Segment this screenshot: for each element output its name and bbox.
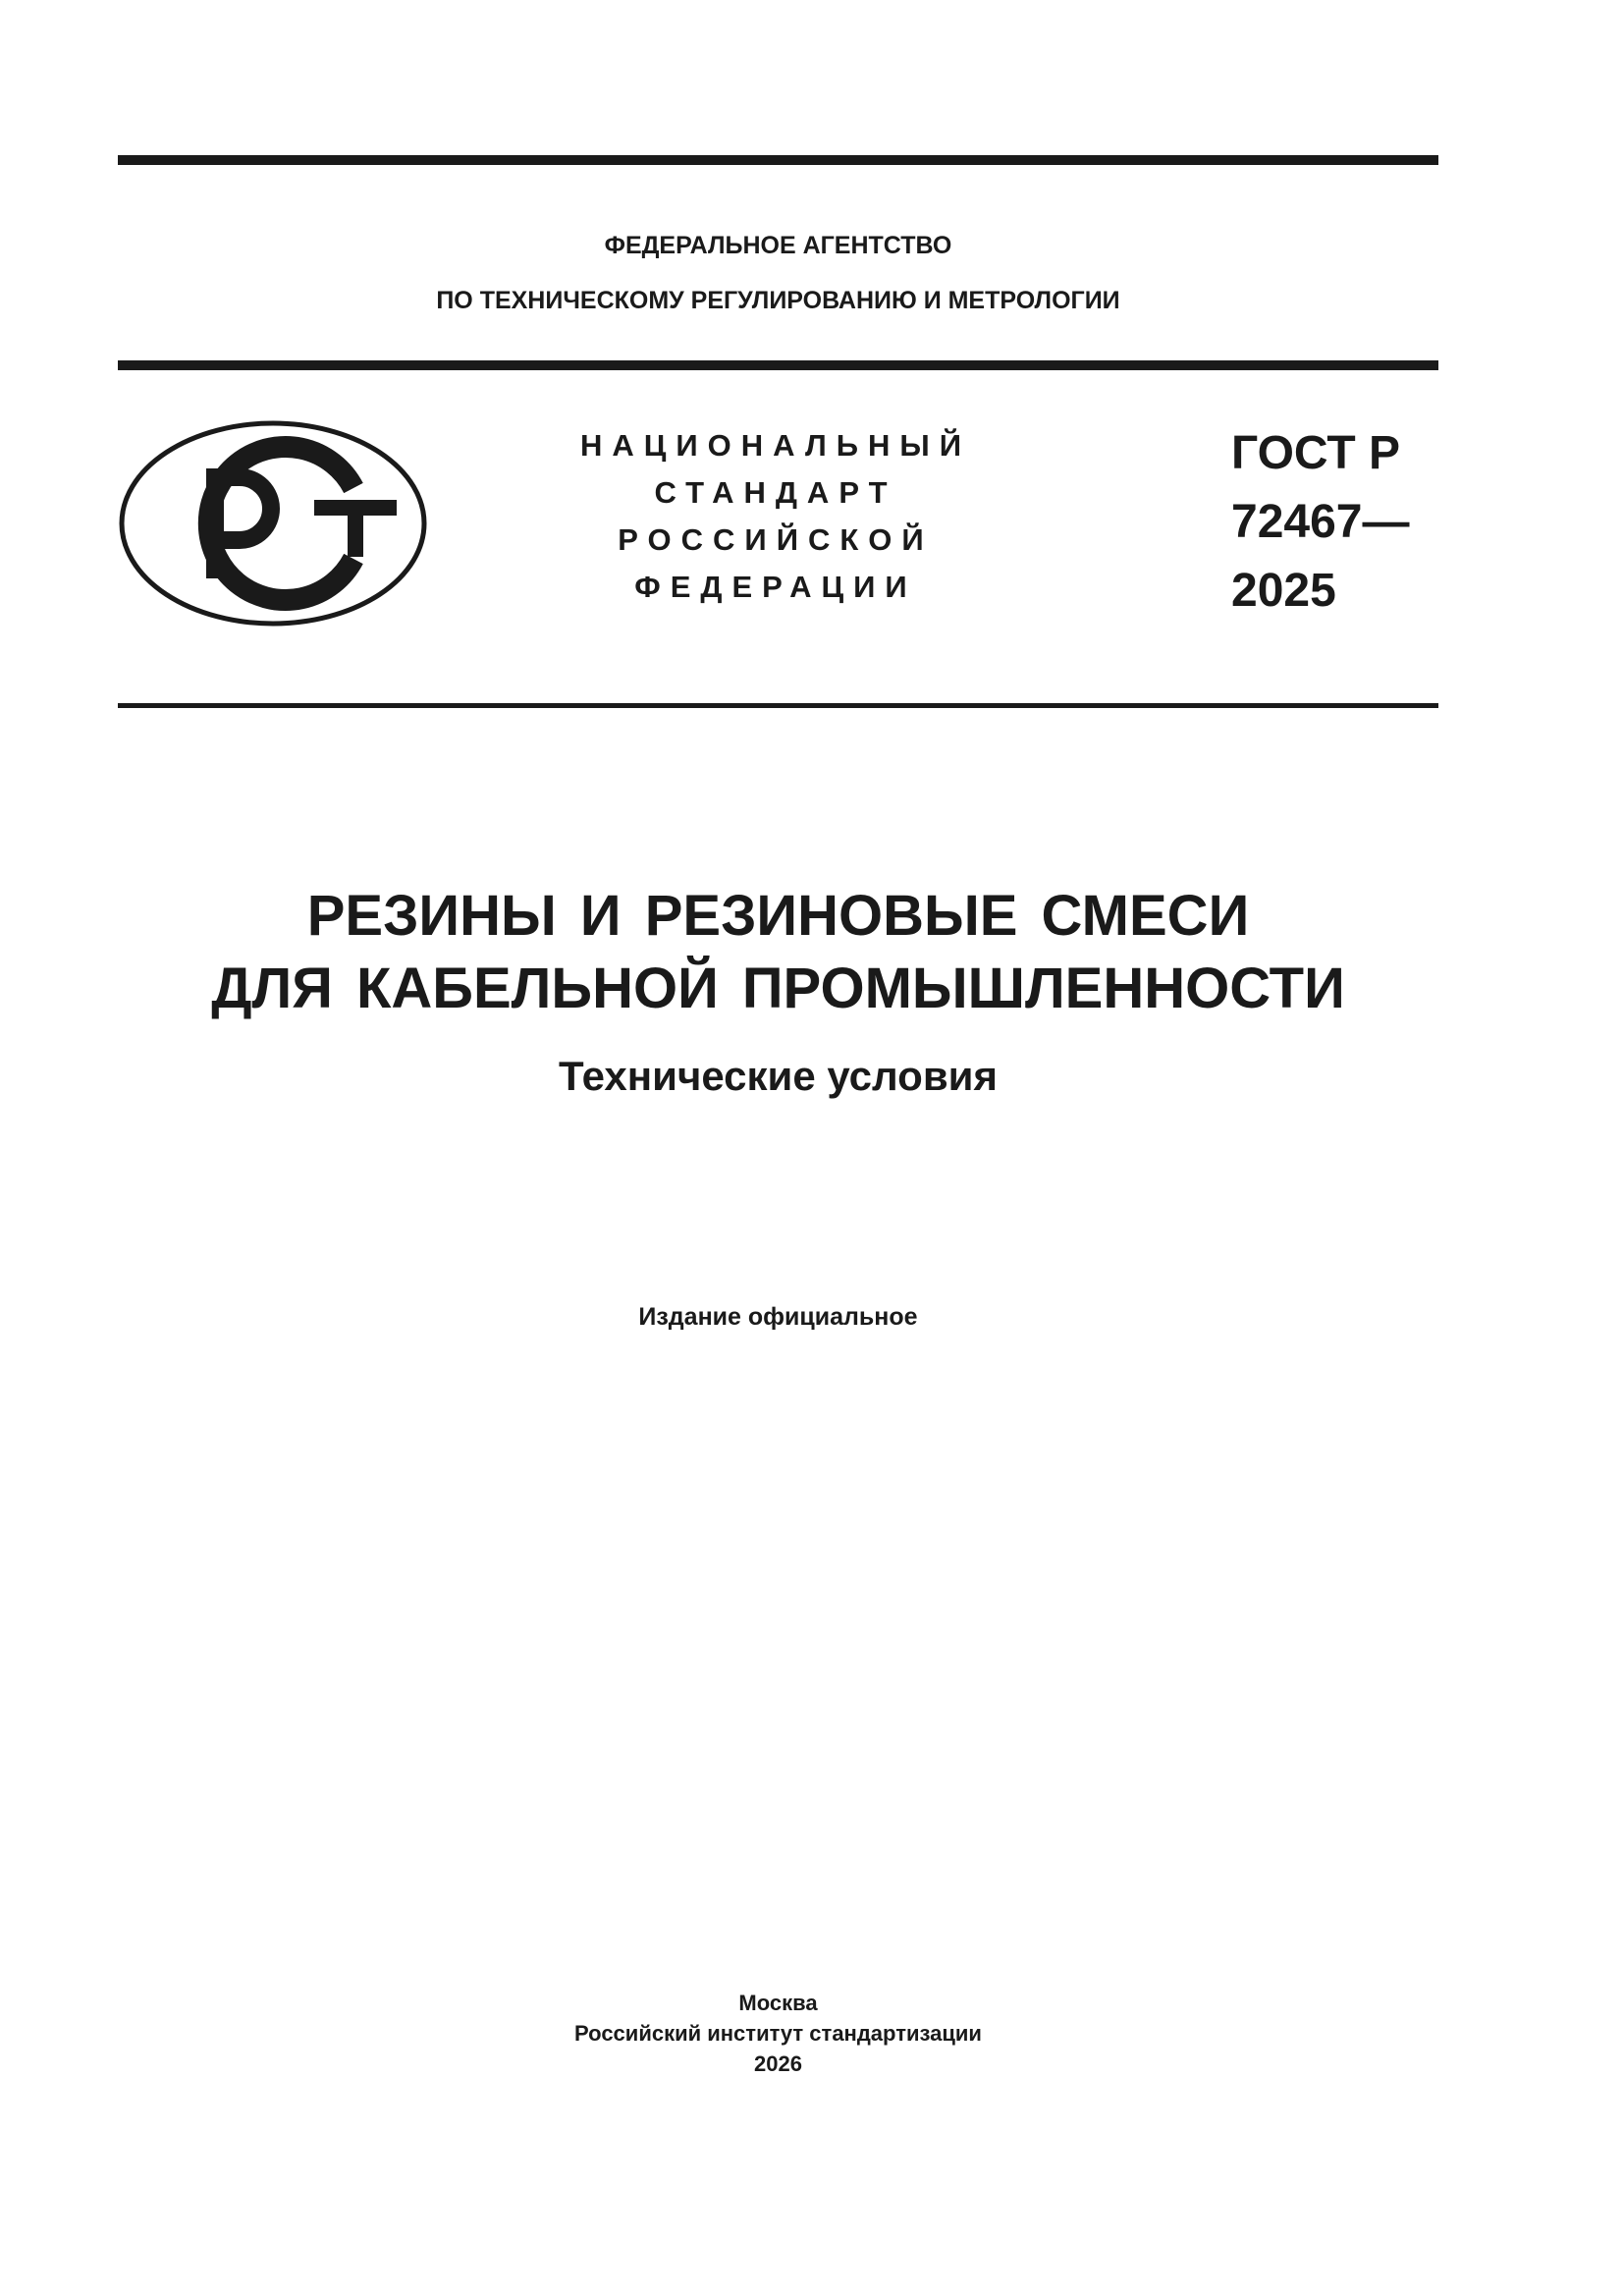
publisher-block [118,1988,1438,2079]
document-subtitle: Технические условия [559,1053,998,1099]
title-line-1: РЕЗИНЫ И РЕЗИНОВЫЕ СМЕСИ [306,884,1250,948]
title-line-2: ДЛЯ КАБЕЛЬНОЙ ПРОМЫШЛЕННОСТИ [211,957,1345,1020]
standard-designation [1231,419,1409,626]
national-standard-label [530,422,1021,611]
agency-line-1: ФЕДЕРАЛЬНОЕ АГЕНТСТВО [604,232,952,259]
edition-label: Издание официальное [638,1303,918,1331]
national-line-1: НАЦИОНАЛЬНЫЙ [579,428,972,463]
agency-header [118,218,1438,328]
national-line-2: СТАНДАРТ [654,475,897,510]
bottom-rule [118,703,1438,708]
gost-r-emblem-icon [118,419,428,628]
agency-line-2: ПО ТЕХНИЧЕСКОМУ РЕГУЛИРОВАНИЮ И МЕТРОЛОГИИ [436,287,1120,314]
national-line-4: ФЕДЕРАЦИИ [634,570,917,604]
publisher-name: Российский институт стандартизации [574,2021,982,2046]
publisher-city: Москва [738,1991,818,2015]
middle-rule [118,360,1438,370]
designation-line-2: 72467— [1231,496,1410,548]
designation-line-3: 2025 [1231,565,1336,617]
publisher-year: 2026 [754,2051,802,2076]
designation-line-1: ГОСТ Р [1231,427,1401,479]
top-rule [118,155,1438,165]
national-line-3: РОССИЙСКОЙ [618,522,934,557]
document-title [118,880,1438,1025]
